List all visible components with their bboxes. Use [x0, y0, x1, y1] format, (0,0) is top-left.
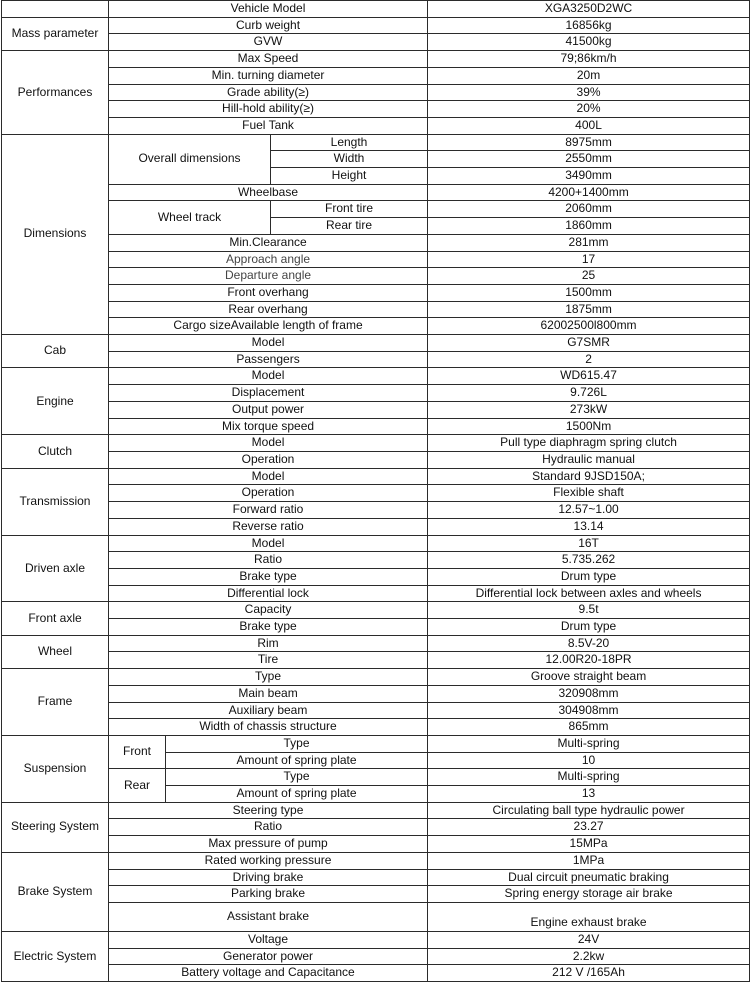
label-cell: Min.Clearance — [109, 234, 428, 251]
label-cell: Performances — [2, 51, 109, 135]
label-cell: Dimensions — [2, 134, 109, 334]
value-cell: 12.57~1.00 — [428, 502, 750, 519]
value-cell: 79;86km/h — [428, 51, 750, 68]
label-cell: Differential lock — [109, 585, 428, 602]
table-row — [2, 34, 750, 51]
label-cell: Height — [271, 168, 428, 185]
value-cell: Multi-spring — [428, 769, 750, 786]
table-row — [2, 836, 750, 853]
value-cell: 4200+1400mm — [428, 184, 750, 201]
label-cell — [2, 1, 109, 18]
value-cell: Drum type — [428, 619, 750, 636]
value-cell: XGA3250D2WC — [428, 1, 750, 18]
label-cell: Mass parameter — [2, 17, 109, 50]
label-cell: Steering System — [2, 802, 109, 852]
value-cell: 304908mm — [428, 702, 750, 719]
label-cell: Type — [109, 669, 428, 686]
table-row — [2, 134, 750, 151]
label-cell: Ratio — [109, 819, 428, 836]
label-cell: Reverse ratio — [109, 518, 428, 535]
label-cell: Rim — [109, 635, 428, 652]
table-row — [2, 685, 750, 702]
value-cell: 8975mm — [428, 134, 750, 151]
label-cell: Model — [109, 468, 428, 485]
table-row — [2, 468, 750, 485]
label-cell: Engine — [2, 368, 109, 435]
table-row — [2, 635, 750, 652]
table-row — [2, 268, 750, 285]
label-cell: Passengers — [109, 351, 428, 368]
label-cell: Transmission — [2, 468, 109, 535]
table-row — [2, 819, 750, 836]
label-cell: Forward ratio — [109, 502, 428, 519]
spec-table — [1, 0, 750, 982]
value-cell: 2.2kw — [428, 948, 750, 965]
table-row — [2, 552, 750, 569]
value-cell: 15MPa — [428, 836, 750, 853]
table-row — [2, 886, 750, 903]
label-cell: Width of chassis structure — [109, 719, 428, 736]
table-row — [2, 418, 750, 435]
table-row — [2, 652, 750, 669]
table-row — [2, 101, 750, 118]
label-cell: Steering type — [109, 802, 428, 819]
label-cell: Grade ability(≥) — [109, 84, 428, 101]
value-cell: Dual circuit pneumatic braking — [428, 869, 750, 886]
label-cell: Vehicle Model — [109, 1, 428, 18]
value-cell: 1500mm — [428, 284, 750, 301]
table-row — [2, 84, 750, 101]
label-cell: Mix torque speed — [109, 418, 428, 435]
table-row — [2, 301, 750, 318]
table-row — [2, 451, 750, 468]
table-row — [2, 368, 750, 385]
label-cell: Wheel — [2, 635, 109, 668]
value-cell: Flexible shaft — [428, 485, 750, 502]
label-cell: Brake type — [109, 619, 428, 636]
value-cell: G7SMR — [428, 335, 750, 352]
label-cell: Generator power — [109, 948, 428, 965]
table-row — [2, 669, 750, 686]
label-cell: Driven axle — [2, 535, 109, 602]
value-cell: 25 — [428, 268, 750, 285]
value-cell: Standard 9JSD150A; — [428, 468, 750, 485]
label-cell: Driving brake — [109, 869, 428, 886]
value-cell: 1500Nm — [428, 418, 750, 435]
table-row — [2, 902, 750, 931]
label-cell: Operation — [109, 451, 428, 468]
value-cell: 400L — [428, 117, 750, 134]
label-cell: Type — [166, 735, 428, 752]
label-cell: Model — [109, 535, 428, 552]
label-cell: Amount of spring plate — [166, 786, 428, 803]
label-cell: Auxiliary beam — [109, 702, 428, 719]
label-cell: Operation — [109, 485, 428, 502]
value-cell: Circulating ball type hydraulic power — [428, 802, 750, 819]
value-cell: 24V — [428, 931, 750, 948]
label-cell: Cab — [2, 335, 109, 368]
label-cell: Cargo sizeAvailable length of frame — [109, 318, 428, 335]
table-row — [2, 502, 750, 519]
label-cell: Wheel track — [109, 201, 271, 234]
table-row — [2, 931, 750, 948]
label-cell: Model — [109, 435, 428, 452]
value-cell: 20m — [428, 67, 750, 84]
label-cell: Brake type — [109, 568, 428, 585]
label-cell: Ratio — [109, 552, 428, 569]
value-cell: 2060mm — [428, 201, 750, 218]
value-cell: 8.5V-20 — [428, 635, 750, 652]
label-cell: Max Speed — [109, 51, 428, 68]
table-row — [2, 735, 750, 752]
value-cell: Spring energy storage air brake — [428, 886, 750, 903]
label-cell: Fuel Tank — [109, 117, 428, 134]
label-cell: Type — [166, 769, 428, 786]
table-row — [2, 702, 750, 719]
label-cell: Capacity — [109, 602, 428, 619]
label-cell: Rated working pressure — [109, 852, 428, 869]
value-cell: 23.27 — [428, 819, 750, 836]
label-cell: Tire — [109, 652, 428, 669]
value-cell: 39% — [428, 84, 750, 101]
label-cell: Model — [109, 335, 428, 352]
value-cell: 9.726L — [428, 385, 750, 402]
label-cell: Overall dimensions — [109, 134, 271, 184]
value-cell: 9.5t — [428, 602, 750, 619]
value-cell: Pull type diaphragm spring clutch — [428, 435, 750, 452]
table-row — [2, 335, 750, 352]
value-cell: 5.735.262 — [428, 552, 750, 569]
value-cell: 1875mm — [428, 301, 750, 318]
label-cell: Parking brake — [109, 886, 428, 903]
label-cell: Front axle — [2, 602, 109, 635]
label-cell: Rear tire — [271, 218, 428, 235]
label-cell: Width — [271, 151, 428, 168]
label-cell: Assistant brake — [109, 902, 428, 931]
label-cell: Approach angle — [109, 251, 428, 268]
label-cell: Min. turning diameter — [109, 67, 428, 84]
table-row — [2, 51, 750, 68]
value-cell: 212 V /165Ah — [428, 965, 750, 982]
table-row — [2, 568, 750, 585]
value-cell: 12.00R20-18PR — [428, 652, 750, 669]
label-cell: Output power — [109, 401, 428, 418]
label-cell: Rear overhang — [109, 301, 428, 318]
label-cell: Rear — [109, 769, 166, 802]
label-cell: Hill-hold ability(≥) — [109, 101, 428, 118]
table-row — [2, 117, 750, 134]
label-cell: Max pressure of pump — [109, 836, 428, 853]
value-cell: Engine exhaust brake — [428, 902, 750, 931]
value-cell: 3490mm — [428, 168, 750, 185]
table-row — [2, 234, 750, 251]
label-cell: Suspension — [2, 735, 109, 802]
label-cell: Clutch — [2, 435, 109, 468]
label-cell: GVW — [109, 34, 428, 51]
table-row — [2, 17, 750, 34]
table-row — [2, 619, 750, 636]
table-row — [2, 385, 750, 402]
value-cell: 16T — [428, 535, 750, 552]
table-row — [2, 535, 750, 552]
value-cell: Multi-spring — [428, 735, 750, 752]
label-cell: Amount of spring plate — [166, 752, 428, 769]
table-row — [2, 401, 750, 418]
value-cell: 13 — [428, 786, 750, 803]
value-cell: 41500kg — [428, 34, 750, 51]
label-cell: Model — [109, 368, 428, 385]
value-cell: 10 — [428, 752, 750, 769]
value-cell: 2550mm — [428, 151, 750, 168]
value-cell: 281mm — [428, 234, 750, 251]
value-cell: 20% — [428, 101, 750, 118]
value-cell: WD615.47 — [428, 368, 750, 385]
label-cell: Voltage — [109, 931, 428, 948]
value-cell: 17 — [428, 251, 750, 268]
table-row — [2, 948, 750, 965]
table-row — [2, 1, 750, 18]
table-row — [2, 201, 750, 218]
label-cell: Electric System — [2, 931, 109, 981]
table-row — [2, 518, 750, 535]
label-cell: Curb weight — [109, 17, 428, 34]
label-cell: Wheelbase — [109, 184, 428, 201]
label-cell: Departure angle — [109, 268, 428, 285]
table-row — [2, 251, 750, 268]
label-cell: Front tire — [271, 201, 428, 218]
table-row — [2, 869, 750, 886]
label-cell: Frame — [2, 669, 109, 736]
table-row — [2, 852, 750, 869]
value-cell: Groove straight beam — [428, 669, 750, 686]
value-cell: Hydraulic manual — [428, 451, 750, 468]
table-row — [2, 284, 750, 301]
table-row — [2, 769, 750, 786]
label-cell: Displacement — [109, 385, 428, 402]
value-cell: 62002500l800mm — [428, 318, 750, 335]
value-cell: 16856kg — [428, 17, 750, 34]
value-cell: Drum type — [428, 568, 750, 585]
value-cell: 2 — [428, 351, 750, 368]
value-cell: 273kW — [428, 401, 750, 418]
table-row — [2, 585, 750, 602]
value-cell: 320908mm — [428, 685, 750, 702]
label-cell: Front — [109, 735, 166, 768]
value-cell: Differential lock between axles and wheels — [428, 585, 750, 602]
label-cell: Length — [271, 134, 428, 151]
table-row — [2, 602, 750, 619]
table-row — [2, 802, 750, 819]
value-cell: 1MPa — [428, 852, 750, 869]
label-cell: Front overhang — [109, 284, 428, 301]
label-cell: Battery voltage and Capacitance — [109, 965, 428, 982]
label-cell: Brake System — [2, 852, 109, 931]
table-row — [2, 67, 750, 84]
value-cell: 1860mm — [428, 218, 750, 235]
value-cell: 865mm — [428, 719, 750, 736]
spec-table-body — [2, 1, 750, 982]
table-row — [2, 435, 750, 452]
table-row — [2, 719, 750, 736]
table-row — [2, 965, 750, 982]
table-row — [2, 184, 750, 201]
label-cell: Main beam — [109, 685, 428, 702]
table-row — [2, 351, 750, 368]
value-cell: 13.14 — [428, 518, 750, 535]
table-row — [2, 485, 750, 502]
table-row — [2, 318, 750, 335]
